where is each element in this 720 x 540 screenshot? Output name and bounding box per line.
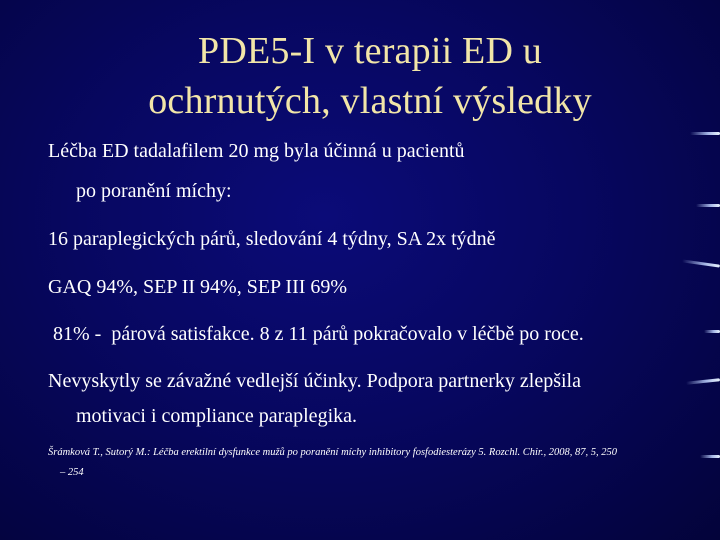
slide-title bbox=[60, 26, 680, 126]
body-line-2: po poranění míchy: bbox=[76, 180, 232, 202]
body-line-5: 81% - párová satisfakce. 8 z 11 párů pokračovalo v léčbě po roce. bbox=[48, 323, 584, 345]
decorative-streak bbox=[704, 330, 720, 333]
body-line-6: Nevyskytly se závažné vedlejší účinky. Podpora partnerky zlepšila bbox=[48, 370, 581, 392]
body-line-3: 16 paraplegických párů, sledování 4 týdny, SA 2x týdně bbox=[48, 228, 496, 250]
body-line-7: motivaci i compliance paraplegika. bbox=[76, 405, 357, 427]
decorative-streak bbox=[686, 378, 720, 385]
citation-line-1: Šrámková T., Sutorý M.: Léčba erektilní dysfunkce mužů po poranění míchy inhibitory fosfodiesterázy 5. Rozchl. Chir., 2008, 87, 5, 250 bbox=[48, 447, 617, 458]
citation-line-2: – 254 bbox=[60, 467, 84, 478]
body-line-4: GAQ 94%, SEP II 94%, SEP III 69% bbox=[48, 276, 348, 298]
slide-title-line-2: ochrnutých, vlastní výsledky bbox=[148, 80, 592, 122]
decorative-streak bbox=[700, 455, 720, 458]
decorative-streak bbox=[682, 259, 720, 267]
body-line-1: Léčba ED tadalafilem 20 mg byla účinná u pacientů bbox=[48, 140, 465, 162]
slide-title-line-1: PDE5-I v terapii ED u bbox=[197, 30, 542, 72]
decorative-streak bbox=[696, 204, 720, 207]
decorative-streak bbox=[690, 132, 720, 135]
